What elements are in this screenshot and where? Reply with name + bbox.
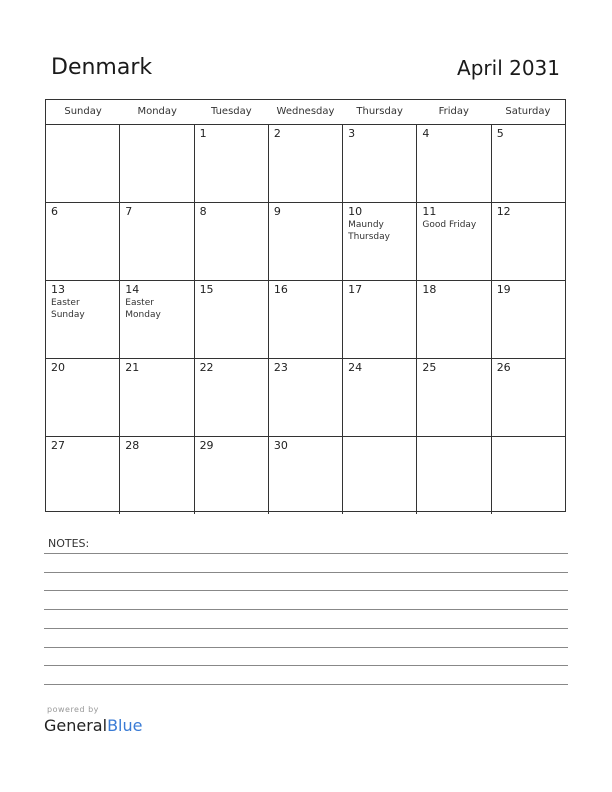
day-number: 8 (199, 205, 207, 218)
holiday-label: Maundy Thursday (348, 220, 390, 242)
day-cell (269, 437, 343, 514)
day-number: 28 (125, 439, 140, 452)
calendar-week-row (46, 203, 565, 281)
notes-line (44, 590, 568, 591)
calendar-week-row (46, 281, 565, 359)
weekday-header-row (46, 100, 565, 125)
day-cell (46, 125, 120, 202)
day-number: 7 (125, 205, 133, 218)
day-number: 29 (199, 439, 214, 452)
day-cell (195, 359, 269, 436)
day-cell (492, 203, 565, 280)
day-number: 27 (51, 439, 65, 452)
weekday-sunday: Sunday (64, 106, 102, 117)
notes-line (44, 684, 568, 685)
country-title: Denmark (51, 55, 153, 80)
day-number: 5 (496, 127, 504, 140)
day-cell (120, 203, 194, 280)
day-number: 17 (348, 283, 363, 296)
notes-line (44, 665, 568, 666)
day-number: 2 (273, 127, 281, 140)
day-number: 12 (496, 205, 511, 218)
day-cell (46, 359, 120, 436)
notes-label: NOTES: (48, 537, 90, 550)
weeks-container (46, 125, 565, 514)
day-cell (417, 281, 491, 358)
day-cell (492, 125, 565, 202)
day-number: 26 (496, 361, 511, 374)
day-cell (120, 281, 194, 358)
day-number: 25 (422, 361, 437, 374)
day-cell (417, 359, 491, 436)
day-number: 4 (422, 127, 430, 140)
day-cell (343, 437, 417, 514)
day-cell (195, 281, 269, 358)
day-number: 24 (348, 361, 363, 374)
notes-line (44, 553, 568, 554)
brand-blue: Blue (107, 716, 143, 735)
day-cell (195, 125, 269, 202)
weekday-wednesday: Wednesday (276, 106, 335, 117)
day-number: 9 (273, 205, 281, 218)
month-title: April 2031 (457, 56, 560, 80)
day-cell (269, 359, 343, 436)
day-cell (343, 281, 417, 358)
day-cell (120, 437, 194, 514)
weekday-saturday: Saturday (505, 106, 551, 117)
day-number: 18 (422, 283, 437, 296)
calendar-week-row (46, 359, 565, 437)
day-cell (417, 203, 491, 280)
day-cell (46, 281, 120, 358)
calendar-week-row (46, 437, 565, 514)
day-cell (269, 281, 343, 358)
holiday-label: Easter Monday (125, 298, 161, 320)
calendar-week-row (46, 125, 565, 203)
day-cell (195, 437, 269, 514)
day-number: 11 (422, 205, 437, 218)
day-cell (492, 281, 565, 358)
day-cell (343, 203, 417, 280)
day-number: 23 (273, 361, 288, 374)
weekday-tuesday: Tuesday (211, 106, 252, 117)
powered-by-text: powered by (47, 705, 99, 714)
day-number: 30 (273, 439, 288, 452)
day-number: 10 (348, 205, 363, 218)
day-number: 21 (125, 361, 140, 374)
day-cell (195, 203, 269, 280)
notes-line (44, 572, 568, 573)
day-cell (343, 359, 417, 436)
notes-line (44, 628, 568, 629)
holiday-label: Easter Sunday (51, 298, 85, 320)
day-cell (417, 125, 491, 202)
day-number: 20 (51, 361, 65, 374)
calendar-grid (45, 99, 566, 512)
day-number: 22 (199, 361, 214, 374)
day-cell (120, 359, 194, 436)
brand-general: General (44, 716, 108, 735)
day-number: 3 (348, 127, 356, 140)
day-cell (269, 125, 343, 202)
notes-line (44, 609, 568, 610)
day-cell (46, 203, 120, 280)
day-cell (120, 125, 194, 202)
day-cell (343, 125, 417, 202)
holiday-label: Good Friday (422, 220, 477, 230)
day-number: 15 (199, 283, 214, 296)
notes-line (44, 647, 568, 648)
weekday-thursday: Thursday (356, 106, 403, 117)
day-cell (492, 437, 565, 514)
day-cell (269, 203, 343, 280)
day-number: 16 (273, 283, 288, 296)
brand-logo (44, 716, 142, 735)
weekday-friday: Friday (438, 106, 469, 117)
day-number: 1 (199, 127, 207, 140)
day-cell (492, 359, 565, 436)
day-number: 6 (51, 205, 58, 218)
weekday-monday: Monday (137, 106, 177, 117)
day-number: 19 (496, 283, 511, 296)
day-cell (417, 437, 491, 514)
day-cell (46, 437, 120, 514)
day-number: 14 (125, 283, 140, 296)
day-number: 13 (51, 283, 65, 296)
